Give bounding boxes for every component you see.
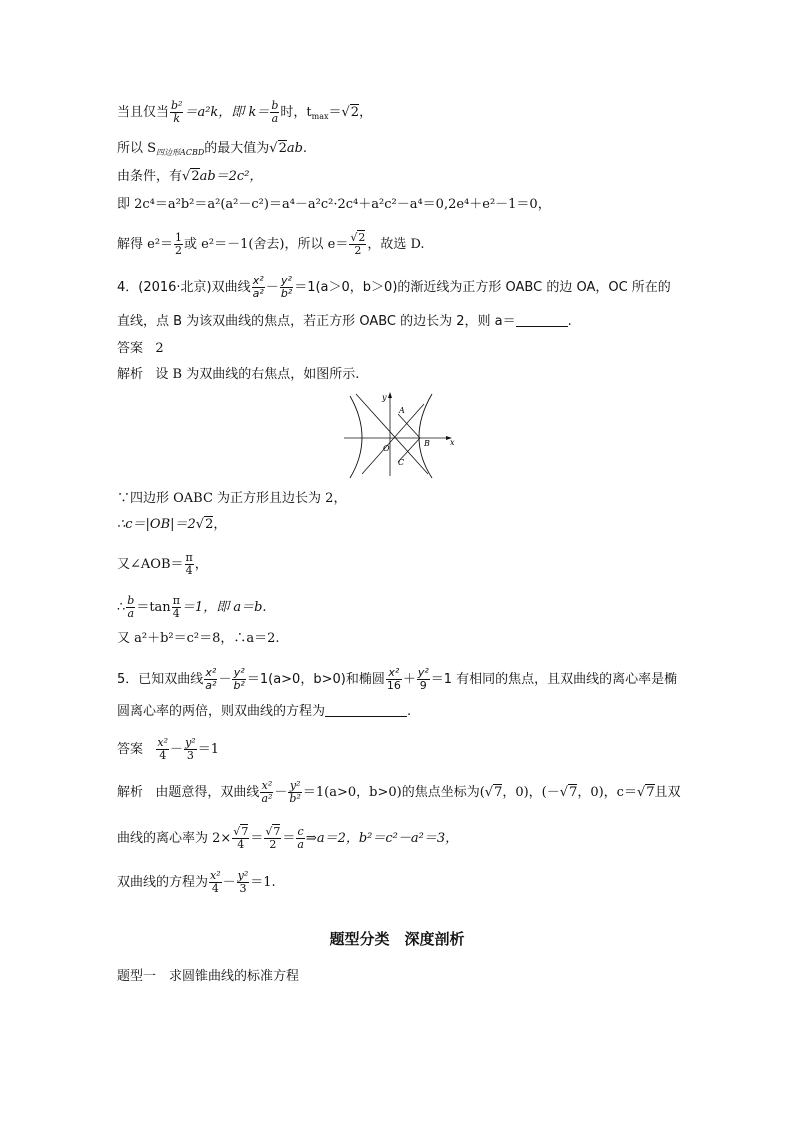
- fraction: $\frac{√7}{2}$: [265, 825, 281, 851]
- label-O: O: [383, 444, 390, 453]
- q5-jiexi-line-3: 双曲线的方程为 $\frac{\text{x²}}{4}$ － $\frac{\text{y²}}{3}$ ＝1.: [117, 869, 276, 895]
- fraction: $\frac{√7}{4}$: [233, 825, 249, 851]
- label-y: y: [382, 393, 387, 402]
- fraction: $\frac{\pi}{4}$: [185, 551, 193, 577]
- label-A: A: [399, 406, 405, 415]
- solution-line-4: 即 2c⁴＝a²b²＝a²(a²－c²)＝a⁴－a²c²·2c⁴＋a²c²－a⁴＝0,2e⁴＋e²－1＝0，: [117, 197, 551, 212]
- label-B: B: [424, 439, 430, 448]
- fraction: $\frac{\text{x²}}{16}$: [386, 666, 401, 692]
- fraction: $\frac{1}{2}$: [175, 231, 183, 257]
- fraction: $\frac{\text{x²}}{4}$: [210, 869, 221, 895]
- type-heading: 题型一 求圆锥曲线的标准方程: [117, 969, 300, 984]
- fraction: $\frac{b}{a}$: [271, 99, 279, 125]
- fraction: $\frac{\text{y²}}{9}$: [417, 666, 429, 692]
- q5-jiexi-line-1: 解析 由题意得，双曲线 $\frac{\text{x²}}{\text{a²}}$ － $\frac{\text{y²}}{\text{b²}}$ ＝1(a>0，b>0)的焦点坐标为(√7，0)，(－√7，0)，c＝√7且双: [117, 779, 681, 805]
- left-branch: [350, 396, 362, 478]
- question-5-line-2: 圆离心率的两倍，则双曲线的方程为 .: [117, 704, 412, 719]
- label-x: x: [450, 438, 455, 447]
- q5-answer: 答案 $\frac{\text{x²}}{4}$ － $\frac{\text{y²}}{3}$ ＝1: [117, 736, 219, 762]
- fraction: $\frac{c}{a}$: [297, 825, 304, 851]
- q4-step-5: 又 a²＋b²＝c²＝8，∴a＝2.: [117, 631, 280, 646]
- fraction: $\frac{b}{a}$: [127, 594, 135, 620]
- q4-answer: 答案 2: [117, 341, 164, 356]
- fraction: $\frac{\pi}{4}$: [172, 594, 180, 620]
- q4-step-4: ∴ $\frac{b}{a}$ ＝tan $\frac{\pi}{4}$ ＝1，即 a＝b.: [117, 594, 267, 620]
- square-side-ab: [398, 414, 420, 438]
- fraction: $\frac{\text{x²}}{\text{a²}}$: [252, 274, 264, 300]
- asymptote-2: [362, 404, 424, 474]
- question-4-line-1: 4．(2016·北京)双曲线 $\frac{\text{x²}}{\text{a²}}$ － $\frac{\text{y²}}{\text{b²}}$ ＝1(a＞0，b＞0)的渐近线为正方形 OABC 的边 OA，OC 所在的: [117, 274, 671, 300]
- fraction: $\frac{\text{y²}}{3}$: [237, 869, 249, 895]
- y-axis-arrow: [388, 392, 392, 398]
- asymptote-1: [356, 394, 428, 474]
- q4-step-1: ∵四边形 OABC 为正方形且边长为 2，: [117, 491, 347, 506]
- solution-line-3: 由条件，有√2ab＝2c²，: [117, 169, 263, 184]
- q4-step-2: ∴c＝|OB|＝2√2，: [117, 517, 227, 532]
- fraction: $\frac{\text{y²}}{\text{b²}}$: [233, 666, 245, 692]
- fraction: $\frac{\text{y²}}{\text{b²}}$: [289, 779, 301, 805]
- solution-line-5: 解得 e²＝ $\frac{1}{2}$ 或 e²＝－1(舍去)，所以 e＝ $\frac{√2}{2}$ ，故选 D.: [117, 231, 425, 257]
- fraction: $\frac{\text{x²}}{\text{a²}}$: [261, 779, 273, 805]
- answer-blank: [516, 314, 568, 327]
- question-5-line-1: 5．已知双曲线 $\frac{\text{x²}}{\text{a²}}$ － $\frac{\text{y²}}{\text{b²}}$ ＝1(a>0，b>0)和椭圆 $\frac{\text{x²}}{16}$ ＋ $\frac{\text{y²}}{9}$ ＝1 有相同的焦点，且双曲线的离心率是椭: [117, 666, 678, 692]
- fraction: $\frac{\text{y²}}{3}$: [185, 736, 196, 762]
- right-branch: [419, 394, 432, 478]
- fraction: $\frac{√2}{2}$: [350, 231, 366, 257]
- fraction: $\frac{\text{b²}}{k}$: [171, 99, 183, 125]
- fraction: $\frac{\text{x²}}{4}$: [157, 736, 169, 762]
- q4-jiexi: 解析 设 B 为双曲线的右焦点，如图所示.: [117, 367, 360, 382]
- question-4-line-2: 直线，点 B 为该双曲线的焦点，若正方形 OABC 的边长为 2，则 a＝ .: [117, 314, 572, 329]
- q4-step-3: 又∠AOB＝ $\frac{\pi}{4}$ ，: [117, 551, 208, 577]
- answer-blank: [325, 704, 407, 717]
- section-title: 题型分类 深度剖析: [329, 930, 465, 948]
- solution-line-2: 所以 $S_{四边形ACBD}$的最大值为√2ab.: [117, 141, 308, 157]
- solution-line-1: 当且仅当 $\frac{\text{b²}}{k}$ ＝a²k，即 k＝ $\frac{b}{a}$ 时，$t_{max}=√2$，: [117, 99, 373, 125]
- q5-jiexi-line-2: 曲线的离心率为 2× $\frac{√7}{4}$ ＝ $\frac{√7}{2}$ ＝ $\frac{c}{a}$ ⇒a＝2，b²＝c²－a²＝3，: [117, 825, 459, 851]
- hyperbola-figure: [338, 390, 458, 480]
- fraction: $\frac{\text{x²}}{\text{a²}}$: [205, 666, 217, 692]
- fraction: $\frac{\text{y²}}{\text{b²}}$: [280, 274, 293, 300]
- label-C: C: [398, 458, 405, 467]
